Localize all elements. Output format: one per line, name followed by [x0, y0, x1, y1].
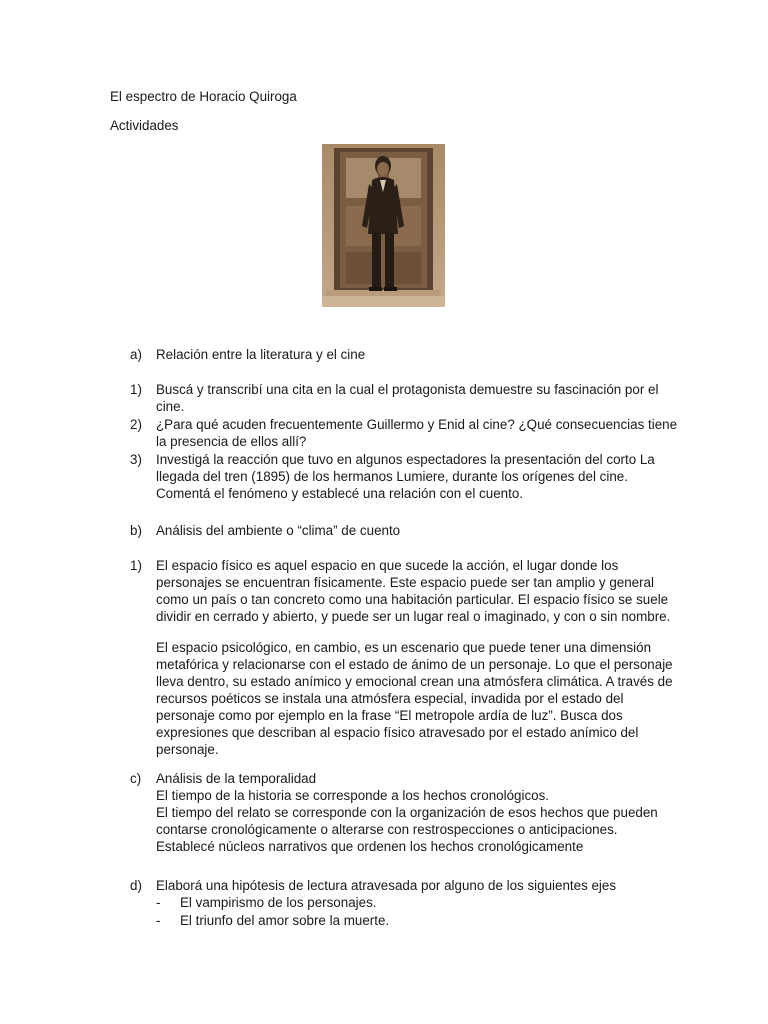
- section-c-line: Análisis de la temporalidad: [156, 771, 317, 786]
- item-a2-line: la presencia de ellos allí?: [156, 434, 307, 449]
- item-b1-line: dividir en cerrado y abierto, y puede ser un lugar real o imaginado, y con o sin nombre.: [156, 609, 671, 624]
- section-c-line: contarse cronológicamente o alterarse con restrospecciones o anticipaciones.: [156, 822, 618, 837]
- paragraph-line: lleva dentro, su estado anímico y emocional crean una atmósfera climática. A través de: [156, 674, 673, 689]
- paragraph-line: metafórica y relacionarse con el estado de ánimo de un personaje. Lo que el personaje: [156, 657, 673, 672]
- section-a-marker: a): [130, 347, 142, 362]
- section-b-heading: [156, 522, 676, 539]
- item-a3-line: Investigá la reacción que tuvo en algunos espectadores la presentación del corto La: [156, 452, 655, 467]
- section-c-line: El tiempo de la historia se corresponde a los hechos cronológicos.: [156, 788, 550, 803]
- section-c-line: El tiempo del relato se corresponde con la organización de esos hechos que pueden: [156, 805, 658, 820]
- bullet-marker: -: [156, 913, 161, 928]
- item-a2-text: [156, 416, 676, 450]
- section-c-text: [156, 770, 676, 855]
- item-a3-marker: 3): [130, 452, 142, 467]
- document-title: El espectro de Horacio Quiroga: [110, 89, 297, 104]
- item-b1-line: personajes se encuentran físicamente. Este espacio puede ser tan amplio y general: [156, 575, 654, 590]
- item-b1-marker: 1): [130, 558, 142, 573]
- paragraph-line: expresiones que describan al espacio físico atravesado por el estado anímico del: [156, 725, 639, 740]
- section-d-heading-text: Elaborá una hipótesis de lectura atravesada por alguno de los siguientes ejes: [156, 878, 617, 893]
- section-a-heading: [156, 346, 676, 363]
- item-a1-line: Buscá y transcribí una cita en la cual el protagonista demuestre su fascinación por el: [156, 382, 659, 397]
- item-b1-line: El espacio físico es aquel espacio en que sucede la acción, el lugar donde los: [156, 558, 619, 573]
- item-a3-line: llegada del tren (1895) de los hermanos Lumiere, durante los orígenes del cine.: [156, 469, 628, 484]
- section-a-heading-text: Relación entre la literatura y el cine: [156, 347, 366, 362]
- item-a1-text: [156, 381, 676, 415]
- paragraph-line: recursos poéticos se instala una atmósfera especial, invadida por el estado del: [156, 691, 624, 706]
- section-c-marker: c): [130, 771, 142, 786]
- section-b-marker: b): [130, 523, 142, 538]
- paragraph-line: El espacio psicológico, en cambio, es un escenario que puede tener una dimensión: [156, 640, 652, 655]
- item-b1-text: [156, 557, 676, 625]
- document-subtitle: Actividades: [110, 118, 179, 133]
- paragraph-line: personaje.: [156, 742, 219, 757]
- item-a3-text: [156, 451, 676, 502]
- paragraph-line: personaje como por ejemplo en la frase “El metropole ardía de luz”. Busca dos: [156, 708, 623, 723]
- bullet-marker: -: [156, 895, 161, 910]
- item-b1-line: como un país o tan concreto como una habitación particular. El espacio físico se suele: [156, 592, 669, 607]
- item-a3-line: Comentá el fenómeno y establecé una relación con el cuento.: [156, 486, 523, 501]
- section-b-paragraph-2: [156, 639, 676, 758]
- author-photo: [322, 144, 445, 307]
- item-a2-line: ¿Para qué acuden frecuentemente Guillermo y Enid al cine? ¿Qué consecuencias tiene: [156, 417, 678, 432]
- section-c-line: Establecé núcleos narrativos que ordenen los hechos cronológicamente: [156, 839, 584, 854]
- section-d-marker: d): [130, 878, 142, 893]
- item-a2-marker: 2): [130, 417, 142, 432]
- bullet-item: El triunfo del amor sobre la muerte.: [180, 913, 390, 928]
- section-d-heading: [156, 877, 676, 894]
- bullet-item: El vampirismo de los personajes.: [180, 895, 377, 910]
- item-a1-marker: 1): [130, 382, 142, 397]
- section-b-heading-text: Análisis del ambiente o “clima” de cuento: [156, 523, 401, 538]
- item-a1-line: cine.: [156, 399, 185, 414]
